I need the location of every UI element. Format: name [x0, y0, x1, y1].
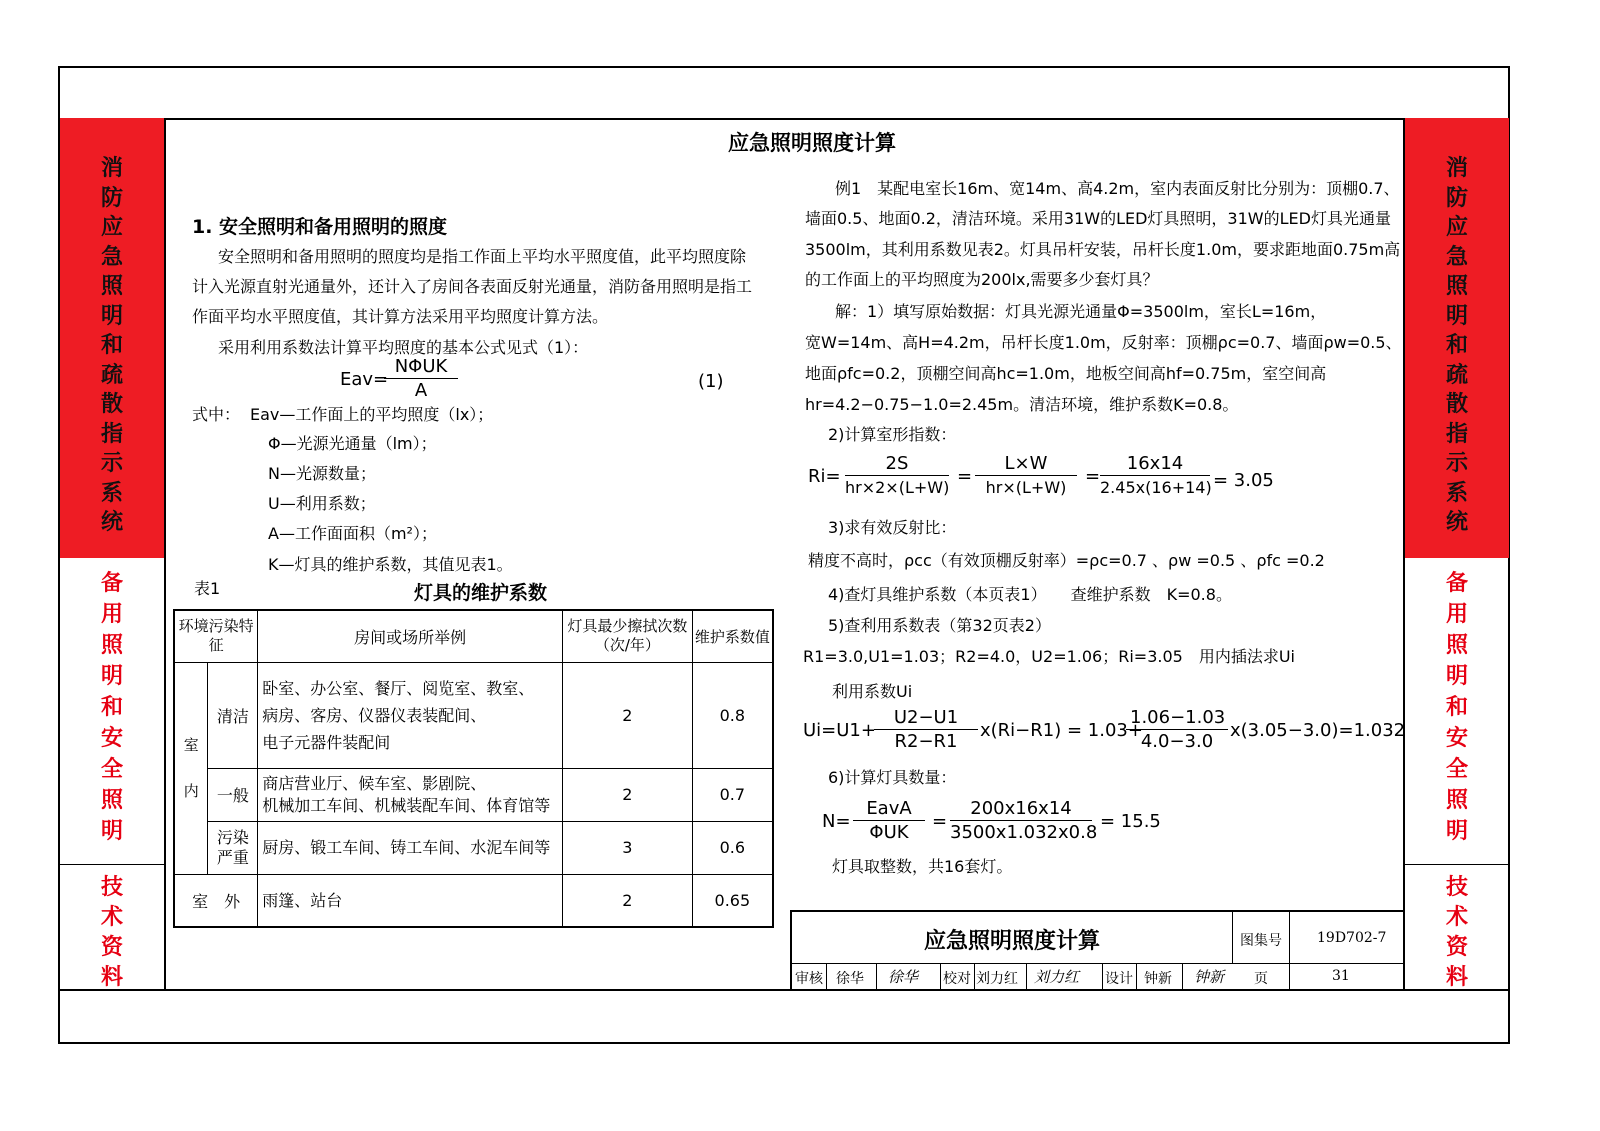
room-line: 电子元器件装配间: [262, 732, 391, 752]
header-times: 灯具最少擦拭次数（次/年）: [563, 610, 693, 662]
ui-mid: x(Ri−R1) = 1.03+: [980, 720, 1143, 741]
formula-numerator: NΦUK: [384, 356, 458, 379]
side-bot-label: 技术资料: [1445, 875, 1468, 990]
room-line: 机械加工车间、机械装配车间、体育馆等: [262, 795, 551, 815]
para-line: 计入光源直射光通量外，还计入了房间各表面反射光通量，消防备用照明是指工: [192, 277, 753, 296]
side-bot-block: [1405, 865, 1509, 989]
step-4: 4)查灯具维护系数（本页表1） 查维护系数 K=0.8。: [828, 585, 1232, 604]
formula-number: (1): [698, 371, 724, 392]
side-bot-block: [60, 865, 164, 989]
ui-fraction-1: [874, 707, 978, 754]
n-fraction-2: [950, 798, 1098, 845]
title-block: [790, 910, 1405, 989]
example-line: 解：1）填写原始数据：灯具光源光通量Φ=3500lm，室长L=16m，: [835, 302, 1327, 321]
ri-den-3: 2.45x(16+14): [1100, 478, 1212, 497]
factor-cell: 0.6: [692, 821, 773, 874]
tb-divider: [826, 964, 827, 989]
tb-divider: [876, 964, 877, 989]
maintenance-factor-table: [173, 609, 774, 928]
n-result: = 15.5: [1100, 811, 1161, 832]
category-cell: 一般: [208, 768, 258, 821]
example-line: hr=4.2−0.75−1.0=2.45m。清洁环境，维护系数K=0.8。: [805, 395, 1239, 414]
example-line: 墙面0.5、地面0.2，清洁环境。采用31W的LED灯具照明，31W的LED灯具光通量: [805, 209, 1391, 228]
design-signature: 钟新: [1194, 968, 1225, 986]
design-name: 钟新: [1144, 971, 1172, 987]
atlas-label: 图集号: [1240, 933, 1282, 949]
example-line: 例1 某配电室长16m、宽14m、高4.2m，室内表面反射比分别为：顶棚0.7、: [835, 179, 1400, 198]
example-line: 的工作面上的平均照度为200lx,需要多少套灯具？: [805, 270, 1159, 289]
ri-result: = 3.05: [1213, 470, 1274, 491]
side-top-label: 消防应急照明和疏散指示系统: [100, 156, 123, 535]
ri-fraction-2: [975, 453, 1077, 500]
tb-divider: [1182, 964, 1183, 989]
table-header-row: [174, 610, 773, 662]
factor-cell: 0.65: [692, 874, 773, 927]
left-side-band: [60, 118, 164, 989]
side-mid-label: 备用照明和安全照明: [1445, 571, 1468, 844]
formula-denominator: A: [414, 380, 428, 401]
ui-den-2: 4.0−3.0: [1140, 731, 1214, 752]
header-room: 房间或场所举例: [258, 610, 563, 662]
step-2: 2)计算室形指数：: [828, 425, 957, 444]
right-side-band: [1405, 118, 1509, 989]
n-den-2: 3500x1.032x0.8: [950, 822, 1098, 843]
ui-lhs: Ui=U1+: [803, 720, 876, 741]
room-line: 卧室、办公室、餐厅、阅览室、教室、: [262, 678, 535, 698]
para-line: 安全照明和备用照明的照度均是指工作面上平均水平照度值，此平均照度除: [218, 247, 747, 266]
rooms-cell: [258, 662, 563, 768]
step-6: 6)计算灯具数量：: [828, 768, 957, 787]
review-name: 徐华: [836, 971, 864, 987]
ri-fraction-1: [845, 453, 949, 500]
category-cell: 污染严重: [208, 821, 258, 874]
factor-cell: 0.8: [692, 662, 773, 768]
step-5: 5)查利用系数表（第32页表2）: [828, 616, 1051, 635]
example-line: 3500lm，其利用系数见表2。灯具吊杆安装，吊杆长度1.0m，要求距地面0.75m高: [805, 240, 1401, 259]
conclusion: 灯具取整数，共16套灯。: [832, 857, 1013, 876]
formula-fraction: [384, 356, 458, 403]
where-line: Φ—光源光通量（lm）；: [268, 434, 437, 453]
example-line: 地面ρfc=0.2，顶棚空间高hc=1.0m，地板空间高hf=0.75m，室空间高: [805, 364, 1327, 383]
table-row: [174, 662, 773, 768]
table-row: [174, 768, 773, 821]
table-number: 表1: [194, 579, 221, 598]
side-red-block: [60, 118, 164, 558]
review-signature: 徐华: [888, 968, 919, 986]
tb-divider: [1289, 912, 1290, 989]
where-line: U—利用系数；: [268, 494, 376, 513]
title-block-title: 应急照明照度计算: [924, 929, 1101, 954]
n-lhs: N=: [822, 811, 851, 832]
n-eq: =: [932, 811, 948, 832]
rooms-cell: [258, 768, 563, 821]
formula-lhs: Eav=: [340, 369, 389, 390]
side-mid-block: [60, 558, 164, 865]
times-cell: 2: [563, 874, 693, 927]
step-3: 3)求有效反射比：: [828, 518, 957, 537]
tb-divider: [940, 964, 941, 989]
side-red-block: [1405, 118, 1509, 558]
side-top-label: 消防应急照明和疏散指示系统: [1445, 156, 1468, 535]
ri-eq-1: =: [957, 466, 973, 487]
ui-fraction-2: [1126, 707, 1228, 754]
n-den-1: ΦUK: [869, 822, 909, 843]
times-cell: 3: [563, 821, 693, 874]
category-cell: 清洁: [208, 662, 258, 768]
ui-den-1: R2−R1: [894, 731, 958, 752]
where-line: A—工作面面积（m²）；: [268, 524, 437, 543]
para-line: 作面平均水平照度值，其计算方法采用平均照度计算方法。: [192, 307, 609, 326]
room-line: 商店营业厅、候车室、影剧院、: [262, 773, 487, 793]
para-line: 采用利用系数法计算平均照度的基本公式见式（1）：: [218, 338, 589, 357]
ri-num-3: 16x14: [1100, 453, 1210, 476]
times-cell: 2: [563, 662, 693, 768]
tb-divider: [974, 964, 975, 989]
table-title: 灯具的维护系数: [414, 582, 548, 604]
factor-cell: 0.7: [692, 768, 773, 821]
rooms-cell: 雨篷、站台: [258, 874, 563, 927]
indoor-cell: 室内: [174, 662, 208, 874]
ui-tail: x(3.05−3.0)=1.032: [1230, 720, 1406, 741]
step-5-line: R1=3.0,U1=1.03；R2=4.0，U2=1.06；Ri=3.05 用内插法求Ui: [803, 647, 1295, 666]
page-title: 应急照明照度计算: [728, 131, 896, 155]
where-line: Eav—工作面上的平均照度（lx）；: [250, 405, 494, 424]
tb-divider: [1102, 964, 1103, 989]
side-bot-label: 技术资料: [100, 875, 123, 990]
ri-eq-2: =: [1085, 466, 1101, 487]
header-env: 环境污染特征: [174, 610, 258, 662]
check-name: 刘力红: [976, 971, 1018, 987]
review-label: 审核: [795, 971, 823, 987]
ri-den-2: hr×(L+W): [985, 478, 1067, 497]
check-signature: 刘力红: [1034, 968, 1080, 986]
design-label: 设计: [1105, 971, 1133, 987]
side-mid-label: 备用照明和安全照明: [100, 571, 123, 844]
where-line: N—光源数量；: [268, 464, 376, 483]
n-num-1: EavA: [853, 798, 925, 821]
ri-num-2: L×W: [975, 453, 1077, 476]
side-mid-block: [1405, 558, 1509, 865]
header-factor: 维护系数值: [692, 610, 773, 662]
rooms-cell: [258, 821, 563, 874]
frame-bottom-line: [58, 989, 1510, 991]
tb-divider: [1136, 964, 1137, 989]
page-number: 31: [1332, 968, 1350, 984]
where-line: K—灯具的维护系数，其值见表1。: [268, 555, 513, 574]
section-title: 1. 安全照明和备用照明的照度: [192, 216, 448, 238]
room-line: 病房、客房、仪器仪表装配间、: [262, 705, 487, 725]
check-label: 校对: [943, 971, 971, 987]
ui-num-2: 1.06−1.03: [1126, 707, 1228, 730]
room-line: 厨房、锻工车间、铸工车间、水泥车间等: [262, 838, 551, 857]
ri-fraction-3: [1100, 453, 1210, 500]
tb-divider: [1026, 964, 1027, 989]
where-prefix: 式中：: [192, 405, 241, 424]
ri-num-1: 2S: [845, 453, 949, 476]
n-fraction-1: [853, 798, 925, 845]
ri-den-1: hr×2×(L+W): [845, 478, 950, 497]
example-line: 宽W=14m、高H=4.2m，吊杆长度1.0m，反射率：顶棚ρc=0.7、墙面ρw=0.5、: [805, 333, 1402, 352]
ri-lhs: Ri=: [808, 466, 841, 487]
outdoor-cell: 室 外: [174, 874, 258, 927]
n-num-2: 200x16x14: [950, 798, 1092, 821]
table-row: [174, 874, 773, 927]
ui-num-1: U2−U1: [874, 707, 978, 730]
atlas-number: 19D702-7: [1317, 930, 1387, 946]
page-label: 页: [1254, 971, 1268, 987]
tb-divider: [1232, 912, 1233, 964]
table-row: [174, 821, 773, 874]
step-3-line: 精度不高时，ρcc（有效顶棚反射率）=ρc=0.7 、ρw =0.5 、ρfc =0.2: [808, 551, 1325, 570]
times-cell: 2: [563, 768, 693, 821]
ui-label: 利用系数Ui: [832, 682, 913, 701]
